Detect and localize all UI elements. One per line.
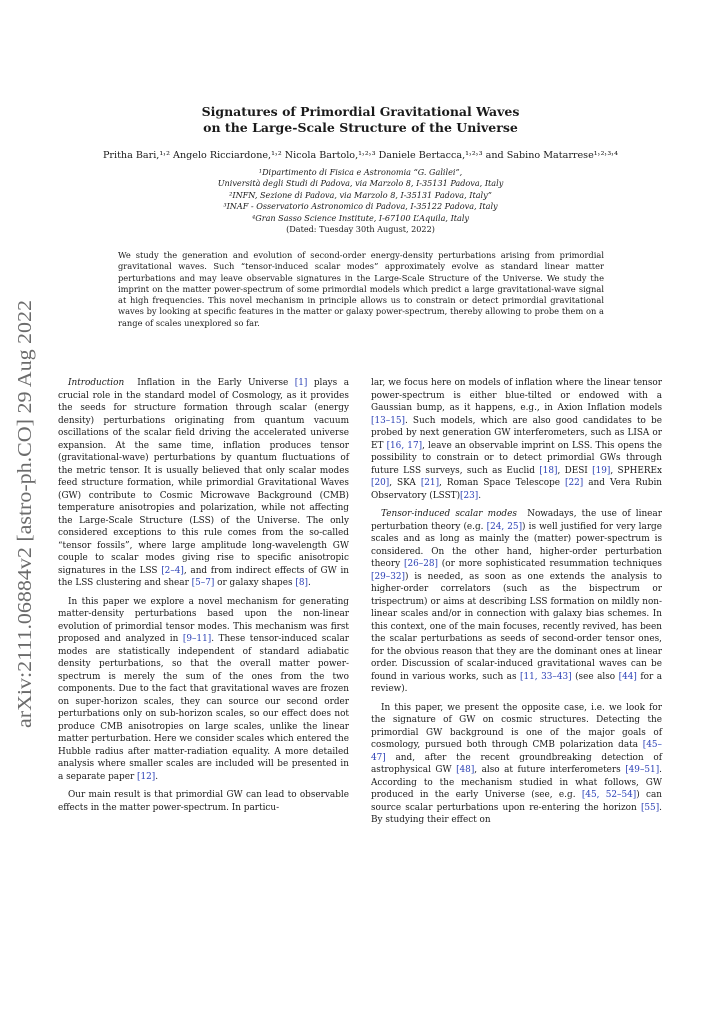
citation-link[interactable]: [18] xyxy=(539,465,558,476)
dated-line: (Dated: Tuesday 30th August, 2022) xyxy=(286,224,435,235)
citation-link[interactable]: [22] xyxy=(565,478,584,488)
citation-link[interactable]: [20] xyxy=(371,478,390,488)
citation-link[interactable]: [2–4] xyxy=(161,565,184,576)
tensor-induced-heading: Tensor-induced scalar modes xyxy=(381,509,517,519)
citation-link[interactable]: [5–7] xyxy=(191,578,215,588)
intro-paragraph xyxy=(58,377,349,590)
arxiv-identifier-sidebar xyxy=(2,298,42,728)
text-run: . By studying their effect on xyxy=(371,802,662,825)
author-list: Pritha Bari,¹˒² Angelo Ricciardone,¹˒² Nicola Bartolo,¹˒²˒³ Daniele Bertacca,¹˒²˒³ and Sabino Matarrese¹˒²˒³˒⁴ xyxy=(102,150,619,161)
text-run: In this paper, we present the opposite case, i.e. we look for the signature of GW on cosmic structures. Detecting the primordial GW background is one of the major goals of cosmology, pursued both through CMB polarization data xyxy=(371,702,662,750)
introduction-heading: Introduction xyxy=(68,378,125,388)
citation-link[interactable]: [24, 25] xyxy=(486,521,523,532)
affiliation-2: ²INFN, Sezione di Padova, via Marzolo 8, I-35131 Padova, Italy” xyxy=(229,189,492,200)
arxiv-stamp-svg xyxy=(2,298,42,728)
affiliation-4: ⁴Gran Sasso Science Institute, I-67100 L’Aquila, Italy xyxy=(251,212,470,223)
citation-link[interactable]: [21] xyxy=(420,478,440,488)
text-run: , Roman Space Telescope xyxy=(439,478,566,488)
text-run: Nowadays, the use of linear perturbation theory (e.g. xyxy=(371,509,662,532)
text-run: . xyxy=(155,771,159,782)
text-run: or galaxy shapes xyxy=(214,578,296,588)
main-result-paragraph: Our main result is that primordial GW can lead to observable effects in the matter power-spectrum. In particu- xyxy=(58,790,349,813)
affiliation-1b: Università degli Studi di Padova, via Marzolo 8, I-35131 Padova, Italy xyxy=(217,178,504,189)
citation-link[interactable]: [16, 17] xyxy=(386,440,423,451)
citation-link[interactable]: [49–51] xyxy=(625,765,660,775)
citation-link[interactable]: [11, 33–43] xyxy=(520,671,572,682)
text-run: In this paper we explore a novel mechanism for generating matter-density perturbations based upon the non-linear evolution of primordial tensor modes. This mechanism was first proposed and analyzed in xyxy=(58,596,349,644)
paper-title xyxy=(140,104,581,136)
text-run: and, after the recent groundbreaking detection of astrophysical GW xyxy=(371,752,662,775)
text-run: plays a crucial role in the standard model of Cosmology, as it provides the seeds for structure formation through scalar (energy density) perturbations originating from quantum vacuum oscillations of the scalar field driving the accelerated universe expansion. At the same time, inflation produces tensor (gravitational-wave) perturbations by quantum fluctuations of the metric tensor. It is usually believed that only scalar modes feed structure formation, while primordial Gravitational Waves (GW) contribute to Cosmic Microwave Background (CMB) temperature anisotropies and polarization, while not affecting the Large-Scale Structure (LSS) of the Universe. The only considered exceptions to this rule comes from the so-called “tensor fossils”, where large amplitude long-wavelength GW couple to scalar modes giving rise to specific anisotropic signatures in the LSS xyxy=(58,378,349,576)
title-line-1: Signatures of Primordial Gravitational Waves xyxy=(201,104,520,119)
text-run: , also at future interferometers xyxy=(474,765,626,775)
opposite-case-paragraph xyxy=(371,702,662,827)
text-run: , SPHEREx xyxy=(610,465,662,476)
text-run: lar, we focus here on models of inflation where the linear tensor power-spectrum is either blue-tilted or endowed with a Gaussian bump, as it happens, e.g., in Axion Inflation models xyxy=(371,378,662,413)
citation-link[interactable]: [45, 52–54] xyxy=(581,790,637,800)
citation-link[interactable]: [12] xyxy=(137,771,156,782)
text-run: Inflation in the Early Universe xyxy=(137,378,295,388)
left-column xyxy=(58,377,349,814)
citation-link[interactable]: [44] xyxy=(618,671,637,682)
citation-link[interactable]: [23] xyxy=(460,490,479,501)
citation-link[interactable]: [19] xyxy=(592,465,611,476)
text-run: . xyxy=(307,578,311,588)
affiliations xyxy=(130,167,591,235)
mechanism-paragraph xyxy=(58,596,349,784)
citation-link[interactable]: [29–32] xyxy=(371,571,405,582)
citation-link[interactable]: [1] xyxy=(294,378,308,388)
citation-link[interactable]: [13–15] xyxy=(371,415,405,426)
affiliation-1a: ¹Dipartimento di Fisica e Astronomia “G. Galilei”, xyxy=(258,167,463,177)
text-run: for a review). xyxy=(371,671,662,694)
citation-link[interactable]: [55] xyxy=(640,802,660,813)
text-run: . xyxy=(478,490,482,501)
text-run: , and from indirect effects of GW in the LSS clustering and shear xyxy=(58,565,349,588)
tensor-induced-paragraph xyxy=(371,508,662,696)
text-run: . Such models, which are also good candidates to be probed by next generation GW interferometers, such as LISA or ET xyxy=(371,415,662,451)
text-run: , leave an observable imprint on LSS. This opens the possibility to constrain or to detect primordial GWs through future LSS surveys, such as Euclid xyxy=(371,440,662,476)
citation-link[interactable]: [8] xyxy=(295,578,308,588)
right-column xyxy=(371,377,662,827)
text-run: , SKA xyxy=(389,478,421,488)
text-run: ) can source scalar perturbations upon re-entering the horizon xyxy=(371,790,662,813)
text-run: . These tensor-induced scalar modes are statistically independent of standard adiabatic density perturbations, so that the overall matter power-spectrum is merely the sum of the ones from the two components. Due to the fact that gravitational waves are frozen on super-horizon scales, they can source our second order perturbations only on sub-horizon scales, so our effect does not produce CMB anisotropies on large scales, unlike the linear matter perturbation. Here we consider scales which entered the Hubble radius after matter-radiation equality. A more detailed analysis where smaller scales are included will be presented in a separate paper xyxy=(58,634,349,782)
text-run: (or more sophisticated resummation techniques xyxy=(437,559,662,569)
text-run: (see also xyxy=(571,671,619,682)
affiliation-3: ³INAF - Osservatorio Astronomico di Padova, I-35122 Padova, Italy xyxy=(223,201,498,212)
text-run: , DESI xyxy=(557,465,593,476)
citation-link[interactable]: [45–47] xyxy=(371,740,662,763)
text-run: ) is needed, as soon as one extends the analysis to higher-order correlators (such as the bispectrum or trispectrum) or aims at describing LSS formation on mildly non-linear scales and/or in connection with galaxy bias schemes. In this context, one of the main focuses, recently revived, has been the scalar perturbations as seeds of second-order tensor ones, for the obvious reason that they are the dominant ones at linear order. Discussion of scalar-induced gravitational waves can be found in various works, such as xyxy=(371,571,662,682)
citation-link[interactable]: [9–11] xyxy=(182,634,212,644)
arxiv-id-text: arXiv:2111.06884v2 [astro-ph.CO] 29 Aug 2022 xyxy=(15,348,36,728)
title-line-2: on the Large-Scale Structure of the Universe xyxy=(203,120,518,135)
abstract: We study the generation and evolution of second-order energy-density perturbations arising from primordial gravitational waves. Such “tensor-induced scalar modes” approximately evolve as standard linear matter perturbations and may leave observable signatures in the Large-Scale Structure of the Universe. We study the imprint on the matter power-spectrum of some primordial models which predict a large gravitational-wave signal at high frequencies. This novel mechanism in principle allows us to constrain or detect primordial gravitational waves by looking at specific features in the matter or galaxy power-spectrum, thereby allowing to probe them on a range of scales unexplored so far. xyxy=(118,250,604,328)
continued-paragraph xyxy=(371,377,662,502)
text-run: and Vera Rubin Observatory (LSST) xyxy=(371,478,662,501)
text-run: ) is well justified for very large scales and as long as mainly the (matter) power-spectrum is considered. On the other hand, higher-order perturbation theory xyxy=(371,521,662,569)
citation-link[interactable]: [48] xyxy=(456,765,475,775)
text-run: . According to the mechanism studied in what follows, GW produced in the early Universe (see, e.g. xyxy=(371,765,662,800)
citation-link[interactable]: [26–28] xyxy=(404,559,438,569)
